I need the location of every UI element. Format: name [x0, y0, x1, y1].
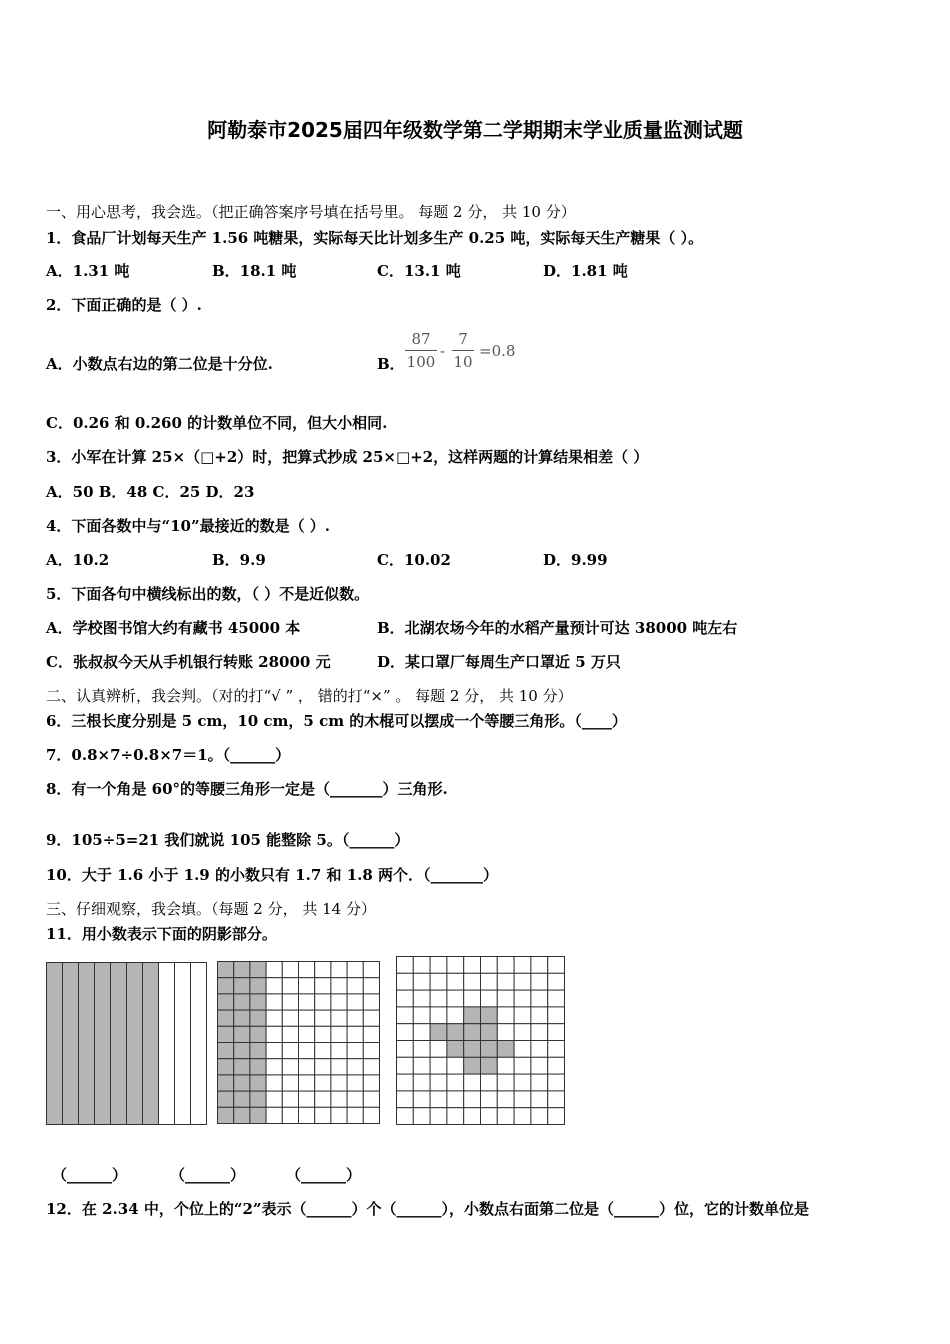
grid-cell	[282, 1091, 298, 1107]
grid-cell	[481, 1057, 498, 1074]
grid-cell	[481, 1041, 498, 1058]
grid-cell	[299, 1010, 315, 1026]
q2-frac1-numerator: 87	[405, 330, 437, 351]
grid-cell	[430, 990, 447, 1007]
grid-cell	[430, 957, 447, 974]
grid-cell	[266, 1107, 282, 1123]
q11-blank-3: （______）	[286, 1166, 362, 1184]
q2-option-a: A．小数点右边的第二位是十分位.	[46, 355, 273, 373]
grid-cell	[363, 1010, 379, 1026]
q10: 10．大于 1.6 小于 1.9 的小数只有 1.7 和 1.8 两个．（_______）	[46, 866, 499, 884]
grid-cell	[331, 1059, 347, 1075]
q12: 12．在 2.34 中，个位上的“2”表示（______）个（______），小数点右面第二位是（______）位，它的计数单位是	[46, 1200, 810, 1218]
grid-cell	[531, 973, 548, 990]
grid-cell	[447, 1074, 464, 1091]
grid-cell	[299, 1107, 315, 1123]
grid-cell	[481, 1024, 498, 1041]
grid-cell	[234, 1026, 250, 1042]
grid-cell	[514, 1041, 531, 1058]
grid-cell	[514, 957, 531, 974]
grid-cell	[266, 1026, 282, 1042]
page-title: 阿勒泰市2025届四年级数学第二学期期末学业质量监测试题	[207, 118, 743, 142]
q5-option-b: B．北湖农场今年的水稻产量预计可达 38000 吨左右	[377, 619, 738, 637]
strip-cell	[95, 963, 111, 1125]
grid-cell	[250, 978, 266, 994]
grid-cell	[481, 973, 498, 990]
grid-cell	[250, 1091, 266, 1107]
q2-fraction-87-100	[405, 330, 437, 371]
grid-cell	[266, 1091, 282, 1107]
grid-cell	[531, 1091, 548, 1108]
grid-cell	[250, 994, 266, 1010]
strip-cell	[143, 963, 159, 1125]
grid-cell	[430, 1024, 447, 1041]
grid-cell	[282, 1059, 298, 1075]
grid-cell	[347, 1059, 363, 1075]
grid-cell	[413, 1074, 430, 1091]
grid-cell	[531, 1007, 548, 1024]
grid-cell	[497, 1091, 514, 1108]
grid-cell	[497, 990, 514, 1007]
grid-cell	[282, 962, 298, 978]
grid-cell	[315, 1059, 331, 1075]
grid-cell	[363, 1059, 379, 1075]
grid-cell	[347, 1043, 363, 1059]
grid-cell	[234, 1107, 250, 1123]
q2-frac1-denominator: 100	[406, 353, 436, 371]
grid-cell	[234, 1075, 250, 1091]
grid-cell	[413, 1091, 430, 1108]
grid-cell	[464, 973, 481, 990]
grid-cell	[363, 978, 379, 994]
grid-cell	[514, 1108, 531, 1125]
grid-cell	[363, 1043, 379, 1059]
grid-cell	[514, 1057, 531, 1074]
q11-figure-hundredths-a	[217, 961, 382, 1125]
grid-cell	[218, 978, 234, 994]
grid-cell	[548, 973, 565, 990]
grid-cell	[363, 1107, 379, 1123]
grid-cell	[497, 957, 514, 974]
grid-cell	[531, 1108, 548, 1125]
grid-cell	[282, 1010, 298, 1026]
q2-result: =0.8	[479, 342, 516, 360]
grid-cell	[464, 1024, 481, 1041]
q2-fraction-7-10	[452, 330, 474, 371]
q1-option-d: D．1.81 吨	[543, 262, 628, 280]
grid-cell	[430, 1074, 447, 1091]
grid-cell	[481, 957, 498, 974]
grid-cell	[397, 1091, 414, 1108]
grid-cell	[413, 1024, 430, 1041]
grid-cell	[397, 1024, 414, 1041]
grid-cell	[250, 1010, 266, 1026]
q4-option-d: D．9.99	[543, 551, 608, 569]
grid-cell	[531, 990, 548, 1007]
grid-cell	[464, 1091, 481, 1108]
grid-cell	[430, 1007, 447, 1024]
grid-cell	[282, 1026, 298, 1042]
grid-cell	[430, 1091, 447, 1108]
grid-cell	[299, 1043, 315, 1059]
grid-cell	[548, 1024, 565, 1041]
grid-cell	[315, 1010, 331, 1026]
q9: 9．105÷5=21 我们就说 105 能整除 5。（______）	[46, 831, 410, 849]
q11-stem: 11．用小数表示下面的阴影部分。	[46, 925, 277, 943]
grid-cell	[299, 994, 315, 1010]
grid-cell	[514, 1007, 531, 1024]
grid-cell	[250, 1026, 266, 1042]
q4-stem: 4．下面各数中与“10”最接近的数是（ ）.	[46, 517, 331, 535]
q11-figure-tenths	[46, 962, 208, 1126]
grid-cell	[282, 978, 298, 994]
grid-cell	[250, 1075, 266, 1091]
grid-cell	[331, 1026, 347, 1042]
strip-cell	[63, 963, 79, 1125]
strip-cell	[191, 963, 207, 1125]
grid-cell	[413, 1041, 430, 1058]
grid-cell	[331, 1010, 347, 1026]
grid-cell	[315, 994, 331, 1010]
grid-cell	[250, 1043, 266, 1059]
grid-cell	[447, 1057, 464, 1074]
grid-cell	[234, 962, 250, 978]
grid-cell	[548, 1074, 565, 1091]
q5-option-a: A．学校图书馆大约有藏书 45000 本	[46, 619, 301, 637]
q5-option-d: D．某口罩厂每周生产口罩近 5 万只	[377, 653, 621, 671]
grid-cell	[218, 1026, 234, 1042]
grid-cell	[266, 978, 282, 994]
grid-cell	[299, 1026, 315, 1042]
grid-cell	[397, 1108, 414, 1125]
q11-blank-1: （______）	[52, 1166, 128, 1184]
grid-cell	[331, 1091, 347, 1107]
grid-cell	[464, 990, 481, 1007]
grid-cell	[299, 978, 315, 994]
grid-cell	[331, 994, 347, 1010]
q1-stem: 1．食品厂计划每天生产 1.56 吨糖果，实际每天比计划多生产 0.25 吨，实际每天生产糖果（ ）。	[46, 229, 704, 247]
grid-cell	[331, 962, 347, 978]
grid-cell	[481, 1108, 498, 1125]
grid-cell	[347, 1010, 363, 1026]
grid-cell	[447, 973, 464, 990]
grid-cell	[497, 1007, 514, 1024]
grid-cell	[447, 1091, 464, 1108]
grid-cell	[331, 1043, 347, 1059]
grid-cell	[481, 990, 498, 1007]
q4-option-c: C．10.02	[377, 551, 451, 569]
q3-options: A．50 B．48 C．25 D．23	[46, 483, 255, 501]
grid-cell	[266, 1043, 282, 1059]
grid-cell	[514, 1074, 531, 1091]
q5-option-c: C．张叔叔今天从手机银行转账 28000 元	[46, 653, 331, 671]
q2-option-c: C．0.26 和 0.260 的计数单位不同，但大小相同.	[46, 414, 388, 432]
q11-figure-hundredths-b	[396, 956, 566, 1126]
grid-cell	[548, 1108, 565, 1125]
q5-stem: 5．下面各句中横线标出的数，（ ）不是近似数。	[46, 585, 370, 603]
q3-stem: 3．小军在计算 25×（□+2）时，把算式抄成 25×□+2，这样两题的计算结果相差（ ）	[46, 448, 649, 466]
grid-cell	[464, 1074, 481, 1091]
grid-cell	[347, 994, 363, 1010]
grid-cell	[282, 1043, 298, 1059]
grid-cell	[282, 994, 298, 1010]
q2-frac2-denominator: 10	[453, 353, 473, 371]
grid-cell	[497, 1041, 514, 1058]
grid-cell	[397, 957, 414, 974]
grid-cell	[218, 962, 234, 978]
grid-cell	[218, 1091, 234, 1107]
grid-cell	[548, 1007, 565, 1024]
grid-cell	[447, 1108, 464, 1125]
grid-cell	[299, 1091, 315, 1107]
grid-cell	[282, 1107, 298, 1123]
grid-cell	[531, 1057, 548, 1074]
grid-cell	[218, 1043, 234, 1059]
strip-cell	[175, 963, 191, 1125]
grid-cell	[413, 1108, 430, 1125]
grid-cell	[447, 957, 464, 974]
grid-cell	[363, 1091, 379, 1107]
grid-cell	[315, 1107, 331, 1123]
grid-cell	[548, 990, 565, 1007]
grid-cell	[464, 1057, 481, 1074]
grid-cell	[413, 973, 430, 990]
q1-option-b: B．18.1 吨	[212, 262, 297, 280]
grid-cell	[413, 1007, 430, 1024]
q2-option-b-label: B．	[377, 355, 405, 373]
grid-cell	[464, 1108, 481, 1125]
grid-cell	[514, 990, 531, 1007]
q2-frac2-numerator: 7	[452, 330, 474, 351]
grid-cell	[347, 1091, 363, 1107]
grid-cell	[548, 1091, 565, 1108]
grid-cell	[266, 994, 282, 1010]
grid-cell	[315, 1026, 331, 1042]
grid-cell	[363, 962, 379, 978]
grid-cell	[234, 994, 250, 1010]
grid-cell	[464, 1007, 481, 1024]
grid-cell	[514, 973, 531, 990]
grid-cell	[266, 1059, 282, 1075]
strip-cell	[79, 963, 95, 1125]
grid-cell	[548, 1041, 565, 1058]
grid-cell	[397, 973, 414, 990]
grid-cell	[282, 1075, 298, 1091]
grid-cell	[347, 1075, 363, 1091]
q4-option-b: B．9.9	[212, 551, 266, 569]
grid-cell	[548, 1057, 565, 1074]
grid-cell	[497, 1074, 514, 1091]
grid-cell	[397, 1057, 414, 1074]
grid-cell	[447, 1024, 464, 1041]
grid-cell	[218, 994, 234, 1010]
grid-cell	[347, 1026, 363, 1042]
q2-stem-text: 2．下面正确的是（ ）.	[46, 296, 202, 314]
grid-cell	[514, 1024, 531, 1041]
grid-cell	[234, 1091, 250, 1107]
grid-cell	[363, 1026, 379, 1042]
q1-option-a: A．1.31 吨	[46, 262, 130, 280]
grid-cell	[347, 978, 363, 994]
grid-cell	[531, 1074, 548, 1091]
grid-cell	[363, 1075, 379, 1091]
strip-cell	[47, 963, 63, 1125]
grid-cell	[481, 1074, 498, 1091]
grid-cell	[397, 990, 414, 1007]
grid-cell	[299, 962, 315, 978]
strip-cell	[111, 963, 127, 1125]
grid-cell	[331, 1075, 347, 1091]
strip-cell	[159, 963, 175, 1125]
grid-cell	[497, 1057, 514, 1074]
grid-cell	[497, 973, 514, 990]
q4-option-a: A．10.2	[46, 551, 110, 569]
grid-cell	[331, 1107, 347, 1123]
grid-cell	[331, 978, 347, 994]
grid-cell	[430, 973, 447, 990]
grid-cell	[413, 957, 430, 974]
grid-cell	[430, 1108, 447, 1125]
grid-cell	[299, 1059, 315, 1075]
grid-cell	[363, 994, 379, 1010]
grid-cell	[531, 1041, 548, 1058]
grid-cell	[514, 1091, 531, 1108]
grid-cell	[234, 978, 250, 994]
grid-cell	[234, 1059, 250, 1075]
grid-cell	[481, 1091, 498, 1108]
grid-cell	[430, 1041, 447, 1058]
section-3-heading: 三、仔细观察，我会填。（每题 2 分， 共 14 分）	[46, 900, 376, 918]
grid-cell	[531, 957, 548, 974]
grid-cell	[315, 1043, 331, 1059]
section-2-heading: 二、认真辨析，我会判。（对的打“√ ” ， 错的打“×” 。 每题 2 分， 共 10 分）	[46, 687, 573, 705]
q2-minus-sign: -	[440, 342, 446, 360]
q8: 8．有一个角是 60°的等腰三角形一定是（_______）三角形.	[46, 780, 448, 798]
q1-option-c: C．13.1 吨	[377, 262, 461, 280]
grid-cell	[447, 990, 464, 1007]
grid-cell	[266, 1075, 282, 1091]
q7: 7．0.8×7÷0.8×7＝1。（______）	[46, 746, 291, 764]
grid-cell	[413, 990, 430, 1007]
grid-cell	[397, 1007, 414, 1024]
grid-cell	[497, 1024, 514, 1041]
grid-cell	[315, 978, 331, 994]
grid-cell	[218, 1059, 234, 1075]
grid-cell	[234, 1043, 250, 1059]
grid-cell	[464, 957, 481, 974]
grid-cell	[315, 962, 331, 978]
grid-cell	[430, 1057, 447, 1074]
grid-cell	[397, 1074, 414, 1091]
grid-cell	[266, 962, 282, 978]
strip-cell	[127, 963, 143, 1125]
grid-cell	[531, 1024, 548, 1041]
grid-cell	[218, 1107, 234, 1123]
grid-cell	[218, 1010, 234, 1026]
grid-cell	[315, 1091, 331, 1107]
grid-cell	[234, 1010, 250, 1026]
q6: 6．三根长度分别是 5 cm，10 cm，5 cm 的木棍可以摆成一个等腰三角形。（____）	[46, 712, 627, 730]
grid-cell	[347, 962, 363, 978]
grid-cell	[481, 1007, 498, 1024]
grid-cell	[464, 1041, 481, 1058]
grid-cell	[250, 1107, 266, 1123]
grid-cell	[397, 1041, 414, 1058]
grid-cell	[497, 1108, 514, 1125]
grid-cell	[218, 1075, 234, 1091]
section-1-heading: 一、用心思考，我会选。（把正确答案序号填在括号里。 每题 2 分， 共 10 分）	[46, 203, 576, 221]
grid-cell	[447, 1041, 464, 1058]
grid-cell	[266, 1010, 282, 1026]
grid-cell	[299, 1075, 315, 1091]
grid-cell	[315, 1075, 331, 1091]
q11-blank-2: （______）	[170, 1166, 246, 1184]
grid-cell	[447, 1007, 464, 1024]
grid-cell	[347, 1107, 363, 1123]
grid-cell	[548, 957, 565, 974]
grid-cell	[250, 1059, 266, 1075]
grid-cell	[250, 962, 266, 978]
grid-cell	[413, 1057, 430, 1074]
